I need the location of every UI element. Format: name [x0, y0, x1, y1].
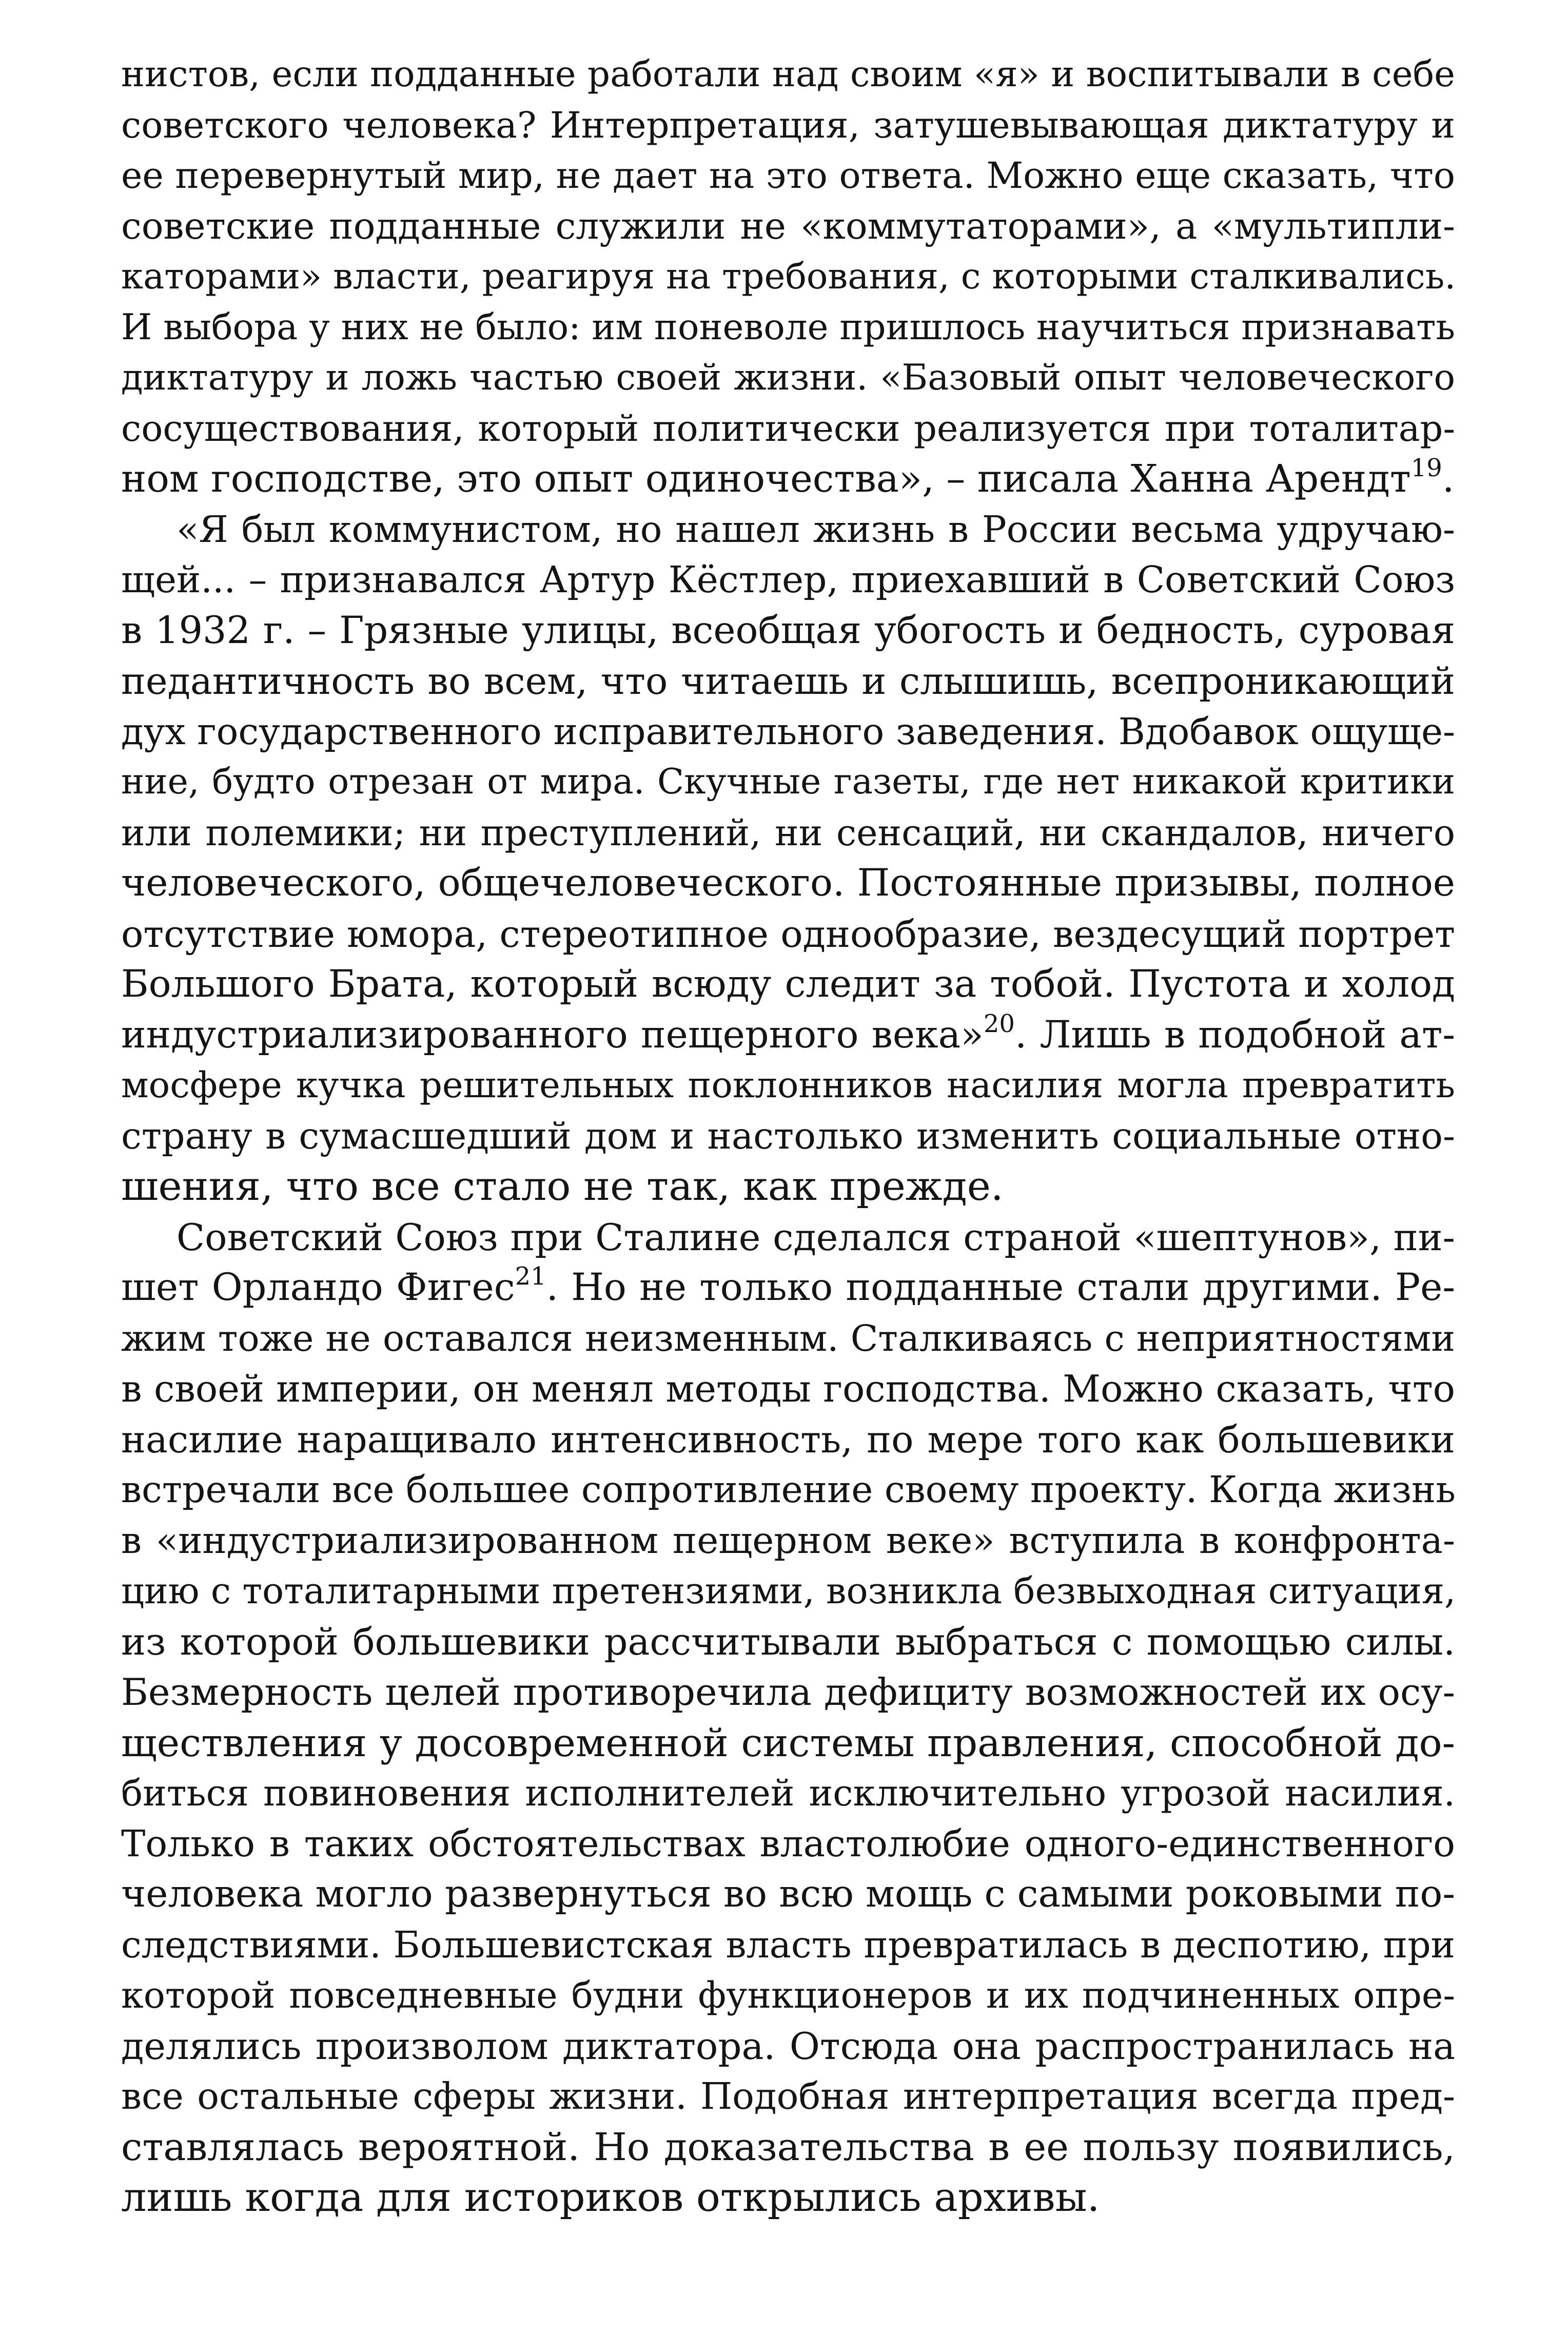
text-line: диктатуру и ложь частью своей жизни. «Базовый опыт человеческого	[121, 357, 1455, 398]
document-page	[121, 49, 1455, 2223]
paragraph-3	[121, 1212, 1455, 2223]
text-line: «Я был коммунистом, но нашел жизнь в России весьма удручаю-	[177, 508, 1455, 551]
text-line: каторами» власти, реагируя на требования, с которыми сталкивались.	[121, 256, 1456, 297]
text-line: дух государственного исправительного заведения. Вдобавок ощуще-	[121, 710, 1455, 753]
text-line: педантичность во всем, что читаешь и слышишь, всепроникающий	[121, 659, 1455, 703]
text-line: ставлялась вероятной. Но доказательства в ее пользу появились,	[121, 2125, 1455, 2169]
text-line: лишь когда для историков открылись архивы.	[121, 2174, 1100, 2221]
text-line: встречали все большее сопротивление своему проекту. Когда жизнь	[121, 1468, 1456, 1511]
text-line: человека могло развернуться во всю мощь с самыми роковыми по-	[121, 1872, 1455, 1916]
text-line	[121, 1010, 1455, 1061]
text-fragment: . Но не только подданные стали другими. Ре-	[546, 1266, 1455, 1309]
text-line: в 1932 г. – Грязные улицы, всеобщая убогость и бедность, суровая	[121, 608, 1455, 652]
text-line: Советский Союз при Сталине сделался страной «шептунов», пи-	[177, 1215, 1455, 1259]
text-fragment: шет Орландо Фигес	[121, 1266, 515, 1309]
text-line: жим тоже не оставался неизменным. Сталкиваясь с неприятностями	[121, 1317, 1455, 1359]
text-line	[121, 1262, 1455, 1313]
text-fragment: .	[1442, 457, 1455, 501]
text-line: в своей империи, он менял методы господства. Можно сказать, что	[121, 1367, 1455, 1410]
text-line: следствиями. Большевистская власть превратилась в деспотию, при	[121, 1923, 1455, 1966]
text-fragment: ном господстве, это опыт одиночества», – писала Ханна Арендт	[121, 457, 1411, 501]
text-line: щей... – признавался Артур Кёстлер, приехавший в Советский Союз	[121, 558, 1455, 601]
paragraph-2	[121, 504, 1455, 1212]
text-line	[121, 454, 1455, 504]
text-line: или полемики; ни преступлений, ни сенсаций, ни скандалов, ничего	[121, 811, 1455, 854]
text-line: Безмерность целей противоречила дефициту возможностей их осу-	[121, 1670, 1455, 1714]
text-line: из которой большевики рассчитывали выбраться с помощью силы.	[121, 1620, 1455, 1663]
text-line: ние, будто отрезан от мира. Скучные газеты, где нет никакой критики	[121, 762, 1455, 802]
text-line: биться повиновения исполнителей исключительно угрозой насилия.	[121, 1772, 1455, 1814]
text-line: Только в таких обстоятельствах властолюбие одного-единственного	[121, 1822, 1455, 1865]
footnote-ref-19[interactable]: 19	[1410, 454, 1442, 482]
text-line: нистов, если подданные работали над своим «я» и воспитывали в себе	[121, 54, 1455, 95]
text-line: все остальные сферы жизни. Подобная интерпретация всегда пред-	[121, 2075, 1455, 2117]
text-line: человеческого, общечеловеческого. Постоянные призывы, полное	[121, 861, 1455, 905]
paragraph-1	[121, 49, 1455, 504]
text-line: сосуществования, который политически реализуется при тоталитар-	[121, 407, 1455, 450]
text-line: которой повседневные будни функционеров и их подчиненных опре-	[121, 1974, 1455, 2016]
text-line: ее перевернутый мир, не дает на это ответа. Можно еще сказать, что	[121, 154, 1455, 197]
text-line: советские подданные служили не «коммутаторами», а «мультипли-	[121, 204, 1455, 247]
text-line: Большого Брата, который всюду следит за тобой. Пустота и холод	[121, 962, 1455, 1006]
text-fragment: индустриализированного пещерного века»	[121, 1013, 984, 1057]
text-line: насилие наращивало интенсивность, по мере того как большевики	[121, 1417, 1455, 1461]
text-fragment: . Лишь в подобной ат-	[1014, 1013, 1455, 1057]
text-line: отсутствие юмора, стереотипное однообразие, вездесущий портрет	[121, 912, 1455, 956]
text-line: советского человека? Интерпретация, затушевывающая диктатуру и	[121, 104, 1455, 146]
text-line: страну в сумасшедший дом и настолько изменить социальные отно-	[121, 1114, 1455, 1157]
text-line: И выбора у них не было: им поневоле пришлось научиться признавать	[121, 306, 1455, 348]
text-line: делялись произволом диктатора. Отсюда она распространилась на	[121, 2024, 1455, 2068]
footnote-ref-21[interactable]: 21	[515, 1262, 546, 1291]
text-line: шения, что все стало не так, как прежде.	[121, 1163, 1004, 1210]
text-line: ществления у досовременной системы правления, способной до-	[121, 1720, 1455, 1765]
text-line: в «индустриализированном пещерном веке» вступила в конфронта-	[121, 1519, 1455, 1562]
text-line: цию с тоталитарными претензиями, возникла безвыходная ситуация,	[121, 1570, 1456, 1612]
text-line: мосфере кучка решительных поклонников насилия могла превратить	[121, 1065, 1455, 1106]
footnote-ref-20[interactable]: 20	[983, 1009, 1015, 1038]
